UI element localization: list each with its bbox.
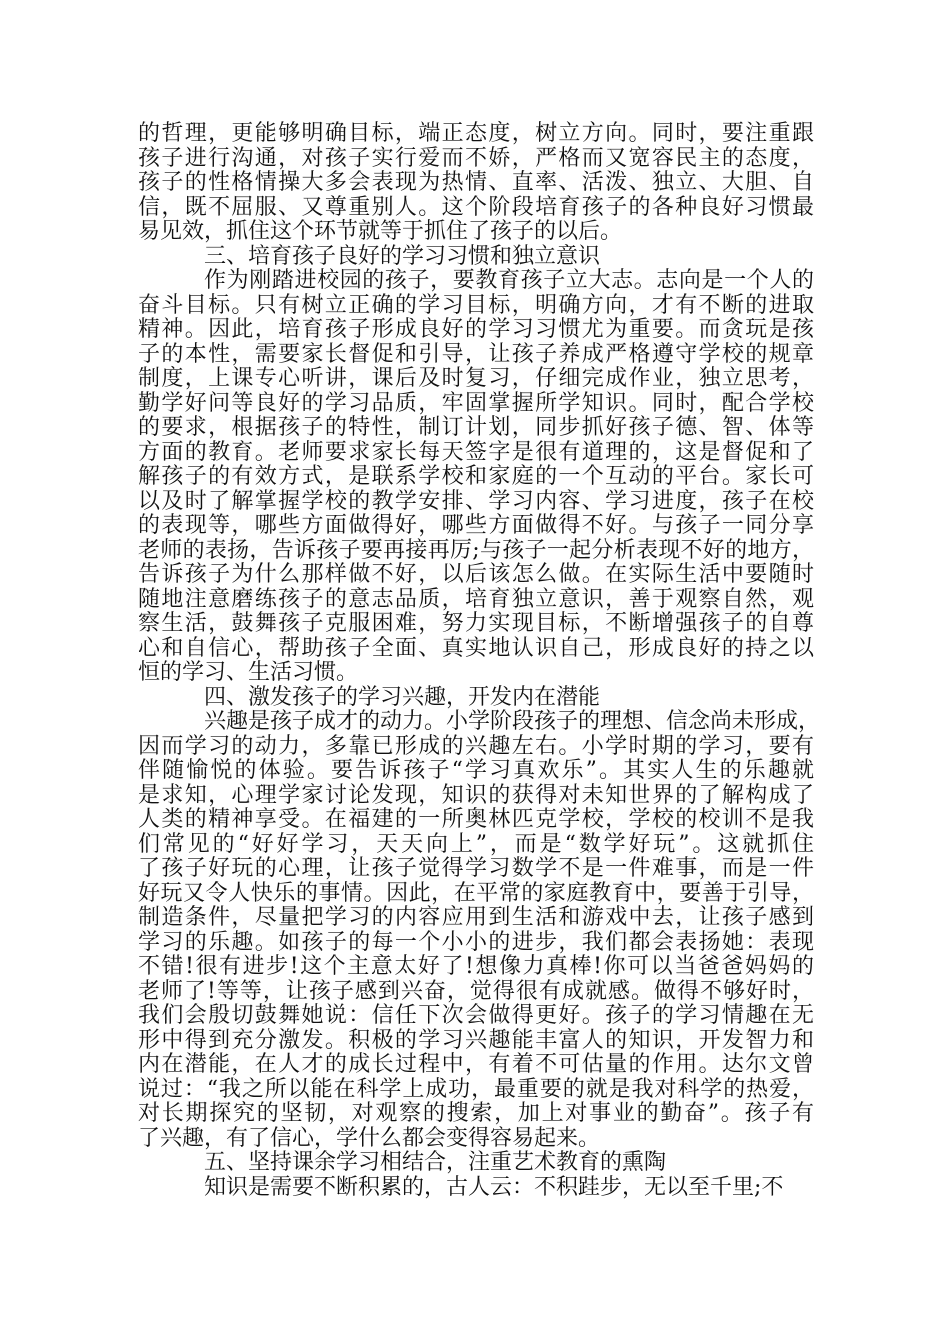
- text-line: 制造条件，尽量把学习的内容应用到生活和游戏中去，让孩子感到: [138, 905, 814, 930]
- text-line: 不错!很有进步!这个主意太好了!想像力真棒!你可以当爸爸妈妈的: [138, 954, 814, 979]
- text-line: 因而学习的动力，多靠已形成的兴趣左右。小学时期的学习，要有: [138, 733, 814, 759]
- text-line: 内在潜能，在人才的成长过程中，有着不可估量的作用。达尔文曾: [138, 1052, 814, 1077]
- text-line: 恒的学习、生活习惯。: [138, 660, 359, 685]
- text-line: 随地注意磨练孩子的意志品质，培育独立意识，善于观察自然，观: [138, 586, 814, 612]
- text-line: 信，既不屈服、又尊重别人。这个阶段培育孩子的各种良好习惯最: [138, 194, 814, 220]
- text-line: 学习的乐趣。如孩子的每一个小小的进步，我们都会表扬她：表现: [138, 929, 814, 955]
- heading-text: 三、培育孩子良好的学习习惯和独立意识: [204, 243, 601, 269]
- text-line: 们常见的“好好学习，天天向上”，而是“数学好玩”。这就抓住: [138, 831, 814, 857]
- text-line: 人类的精神享受。在福建的一所奥林匹克学校，学校的校训不是我: [138, 807, 814, 832]
- text-line: 作为刚踏进校园的孩子，要教育孩子立大志。志向是一个人的: [204, 268, 814, 293]
- text-line: 知识是需要不断积累的，古人云：不积跬步，无以至千里;不: [204, 1174, 784, 1200]
- document-page: [138, 121, 821, 1200]
- paragraph: [138, 122, 814, 245]
- text-line: 伴随愉悦的体验。要告诉孩子“学习真欢乐”。其实人生的乐趣就: [138, 758, 814, 783]
- text-line: 告诉孩子为什么那样做不好，以后该怎么做。在实际生活中要随时: [138, 562, 814, 587]
- text-line: 我们会殷切鼓舞她说：信任下次会做得更好。孩子的学习情趣在无: [138, 1003, 814, 1028]
- text-line: 以及时了解掌握学校的教学安排、学习内容、学习进度，孩子在校: [138, 488, 814, 514]
- text-line: 兴趣是孩子成才的动力。小学阶段孩子的理想、信念尚未形成，: [204, 709, 821, 734]
- section-heading: [138, 245, 814, 270]
- text-line: 的哲理，更能够明确目标，端正态度，树立方向。同时，要注重跟: [138, 121, 814, 146]
- text-line: 老师的表扬，告诉孩子要再接再厉;与孩子一起分析表现不好的地方，: [138, 537, 814, 563]
- text-line: 制度，上课专心听讲，课后及时复习，仔细完成作业，独立思考，: [138, 366, 814, 391]
- text-line: 子的本性，需要家长督促和引导，让孩子养成严格遵守学校的规章: [138, 341, 814, 367]
- section-heading: [138, 686, 814, 711]
- text-line: 是求知，心理学家讨论发现，知识的获得对未知世界的了解构成了: [138, 782, 814, 808]
- text-line: 形中得到充分激发。积极的学习兴趣能丰富人的知识，开发智力和: [138, 1027, 814, 1053]
- text-line: 好玩又令人快乐的事情。因此，在平常的家庭教育中，要善于引导，: [138, 880, 814, 906]
- text-line: 的表现等，哪些方面做得好，哪些方面做得不好。与孩子一同分享: [138, 513, 814, 538]
- paragraph: [138, 269, 814, 686]
- text-line: 孩子进行沟通，对孩子实行爱而不娇，严格而又宽容民主的态度，: [138, 145, 814, 171]
- paragraph: [138, 1176, 814, 1201]
- text-line: 的要求，根据孩子的特性，制订计划，同步抓好孩子德、智、体等: [138, 415, 814, 440]
- text-line: 说过：“我之所以能在科学上成功，最重要的就是我对科学的热爱，: [138, 1076, 814, 1102]
- text-line: 老师了!等等，让孩子感到兴奋，觉得很有成就感。做得不够好时，: [138, 978, 814, 1004]
- text-line: 易见效，抓住这个环节就等于抓住了孩子的以后。: [138, 219, 623, 244]
- section-heading: [138, 1151, 814, 1176]
- text-line: 心和自信心，帮助孩子全面、真实地认识自己，形成良好的持之以: [138, 635, 814, 661]
- paragraph: [138, 709, 821, 1151]
- text-line: 了兴趣，有了信心，学什么都会变得容易起来。: [138, 1125, 601, 1151]
- text-line: 精神。因此，培育孩子形成良好的学习习惯尤为重要。而贪玩是孩: [138, 317, 814, 342]
- text-line: 对长期探究的坚韧，对观察的搜索，加上对事业的勤奋”。孩子有: [138, 1101, 814, 1126]
- text-line: 了孩子好玩的心理，让孩子觉得学习数学不是一件难事，而是一件: [138, 856, 814, 881]
- text-line: 孩子的性格情操大多会表现为热情、直率、活泼、独立、大胆、自: [138, 170, 814, 195]
- text-line: 解孩子的有效方式，是联系学校和家庭的一个互动的平台。家长可: [138, 464, 814, 489]
- text-line: 方面的教育。老师要求家长每天签字是很有道理的，这是督促和了: [138, 439, 814, 465]
- text-line: 奋斗目标。只有树立正确的学习目标，明确方向，才有不断的进取: [138, 292, 814, 318]
- heading-text: 五、坚持课余学习相结合，注重艺术教育的熏陶: [204, 1150, 667, 1175]
- document-body: [138, 121, 821, 1200]
- text-line: 察生活，鼓舞孩子克服困难，努力实现目标，不断增强孩子的自尊: [138, 611, 814, 636]
- heading-text: 四、激发孩子的学习兴趣，开发内在潜能: [204, 684, 601, 710]
- text-line: 勤学好问等良好的学习品质，牢固掌握所学知识。同时，配合学校: [138, 390, 814, 416]
